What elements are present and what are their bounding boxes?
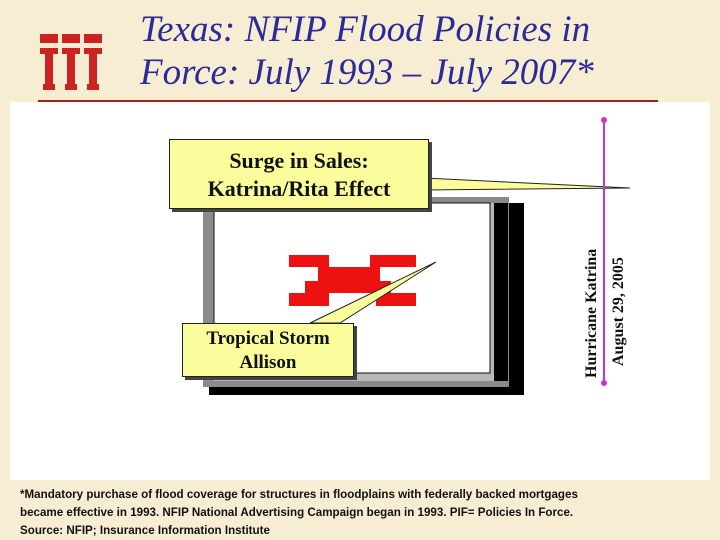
katrina-marker-top	[601, 117, 607, 123]
bar-mark	[289, 293, 329, 306]
katrina-date-label: August 29, 2005	[610, 257, 627, 366]
allison-callout-line-1: Tropical Storm	[206, 328, 330, 349]
footnote-line-1: *Mandatory purchase of flood coverage for structures in floodplains with federally backed mortgages	[20, 488, 578, 501]
title-line-1: Texas: NFIP Flood Policies in	[140, 9, 591, 50]
surge-callout-pointer	[424, 178, 630, 190]
surge-callout-line-1: Surge in Sales:	[229, 148, 369, 173]
bar-mark	[289, 255, 329, 267]
surge-callout	[169, 139, 429, 209]
bar-mark	[318, 267, 380, 281]
bar-mark	[370, 255, 416, 267]
title-line-2: Force: July 1993 – July 2007*	[140, 52, 594, 93]
footnote-line-2: became effective in 1993. NFIP National Advertising Campaign began in 1993. PIF= Policies In Force.	[20, 506, 574, 519]
katrina-event-label: Hurricane Katrina	[583, 248, 600, 378]
footnote	[20, 486, 710, 540]
allison-callout-line-2: Allison	[239, 352, 297, 373]
footnote-source: Source: NFIP; Insurance Information Institute	[20, 524, 270, 537]
allison-callout	[182, 323, 354, 377]
katrina-marker-bottom	[601, 380, 607, 386]
surge-callout-line-2: Katrina/Rita Effect	[207, 176, 391, 201]
